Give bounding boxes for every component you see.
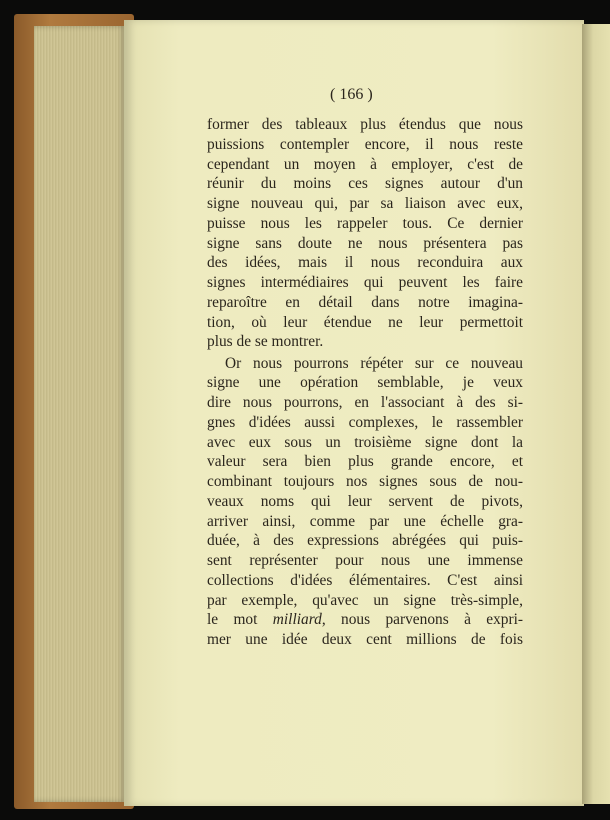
text-span: , nous parvenons à expri- (321, 611, 523, 629)
text-line: signe une opération semblable, je veux (207, 374, 523, 392)
paragraph-1 (207, 115, 523, 352)
page-edges (34, 26, 126, 802)
text-span: le mot (207, 611, 273, 629)
text-line: mer une idée deux cent millions de fois (207, 631, 523, 648)
text-line: puissions contempler encore, il nous reste (207, 135, 523, 153)
text-line: cependant un moyen à employer, c'est de (207, 155, 523, 173)
text-line: reparoître en détail dans notre imagina- (207, 293, 523, 311)
text-line: avec eux sous un troisième signe dont la (207, 433, 523, 451)
text-line: Or nous pourrons répéter sur ce nouveau (225, 354, 523, 372)
paragraph-2 (207, 354, 523, 650)
text-line: puisse nous les rappeler tous. Ce dernier (207, 214, 523, 232)
text-line: veaux noms qui leur servent de pivots, (207, 492, 523, 510)
text-line: par exemple, qu'avec un signe très-simple, (207, 591, 523, 609)
text-line: duée, à des expressions abrégées qui puis- (207, 532, 523, 550)
text-line: valeur sera bien plus grande encore, et (207, 453, 523, 471)
page-number: ( 166 ) (330, 86, 373, 103)
text-line: signe sans doute ne nous présentera pas (207, 234, 523, 252)
text-line: gnes d'idées aussi complexes, le rassembler (207, 413, 523, 431)
text-line: former des tableaux plus étendus que nous (207, 116, 523, 133)
text-line: signe nouveau qui, par sa liaison avec eux, (207, 195, 523, 212)
text-line: signes intermédiaires qui peuvent les faire (207, 274, 523, 291)
text-line: sent représenter pour nous une immense (207, 552, 523, 569)
text-line: des idées, mais il nous reconduira aux (207, 254, 523, 272)
text-line: plus de se montrer. (207, 333, 324, 351)
italic-word: milliard (272, 611, 322, 629)
text-line: collections d'idées élémentaires. C'est ainsi (207, 571, 523, 589)
text-line: combinant toujours nos signes sous de nou- (207, 473, 523, 490)
page-text (207, 115, 523, 650)
text-line: réunir du moins ces signes autour d'un (207, 175, 523, 193)
text-line (207, 610, 523, 630)
text-line: tion, où leur étendue ne leur permettoit (207, 313, 523, 331)
text-line: dire nous pourrons, en l'associant à des si- (207, 394, 523, 411)
text-line: arriver ainsi, comme par une échelle gra- (207, 512, 523, 530)
facing-page-edge (582, 24, 610, 804)
